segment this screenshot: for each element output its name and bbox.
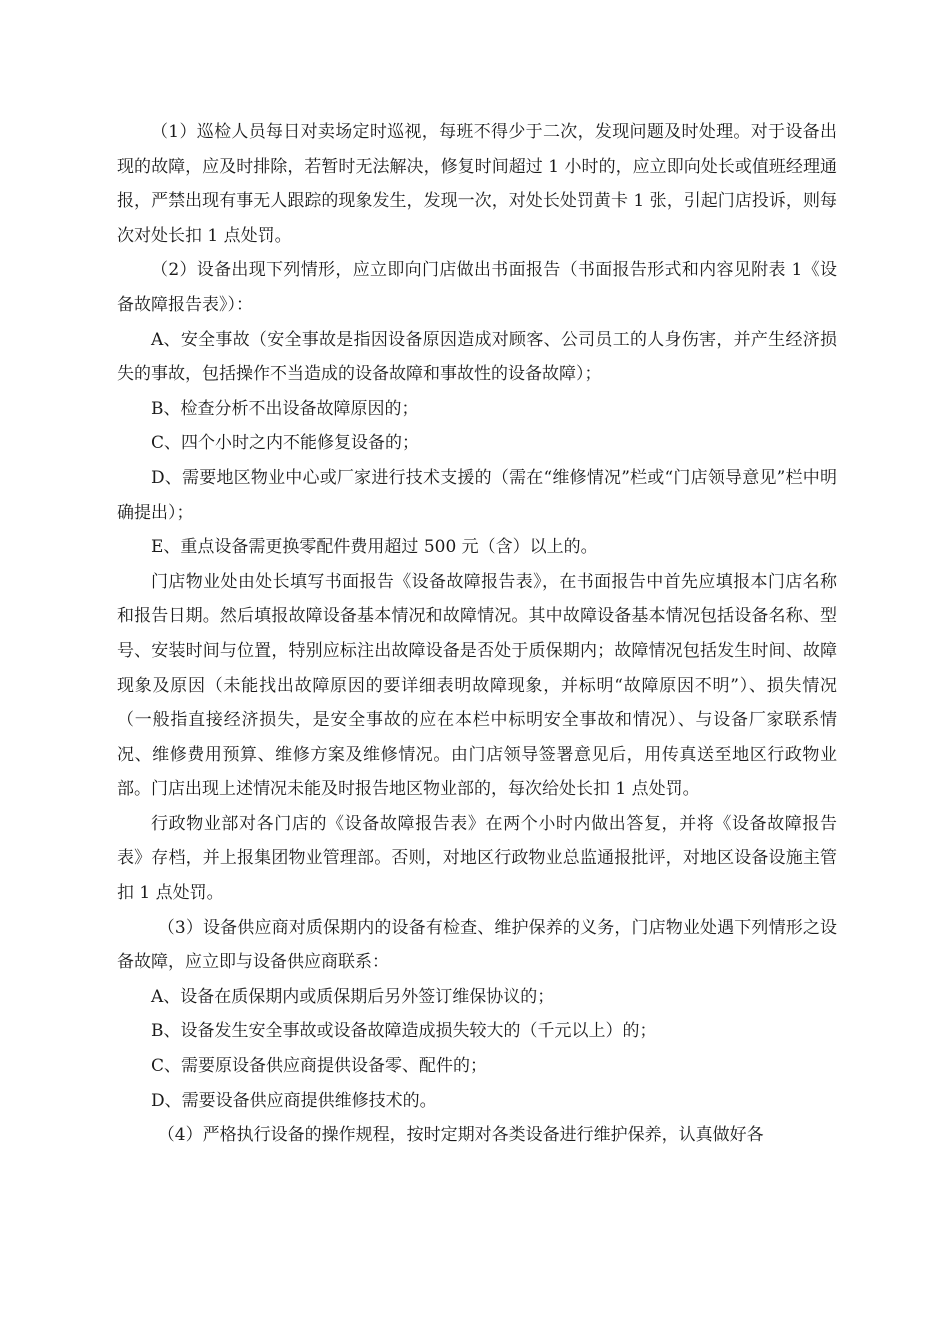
list-item-b-major-loss: B、设备发生安全事故或设备故障造成损失较大的（千元以上）的； <box>151 1021 657 1042</box>
list-item-a-safety-accident: A、安全事故（安全事故是指因设备原因造成对顾客、公司员工的人身伤害，并产生经济损失的事故，包括操作不当造成的设备故障和事故性的设备故障）； <box>117 329 837 385</box>
paragraph-inspection: （1）巡检人员每日对卖场定时巡视，每班不得少于二次，发现问题及时处理。对于设备出现的故障，应及时排除，若暂时无法解决，修复时间超过 1 小时的，应立即向处长或值班经理通报，严禁出现有事无人跟踪的现象发生，发现一次，对处长处罚黄卡 1 张，引起门店投诉，则每次对处长扣 1 点处罚。 <box>117 122 837 246</box>
paragraph-supplier-duty: （3）设备供应商对质保期内的设备有检查、维护保养的义务，门店物业处遇下列情形之设备故障，应立即与设备供应商联系： <box>117 917 837 973</box>
list-item-b-unknown-cause: B、检查分析不出设备故障原因的； <box>151 398 419 419</box>
list-item-c-four-hours: C、四个小时之内不能修复设备的； <box>151 433 420 454</box>
paragraph-admin-reply: 行政物业部对各门店的《设备故障报告表》在两个小时内做出答复，并将《设备故障报告表》存档，并上报集团物业管理部。否则，对地区行政物业总监通报批评，对地区设备设施主管扣 1 点处罚。 <box>117 813 837 904</box>
list-item-d-tech-support: D、需要地区物业中心或厂家进行技术支援的（需在“维修情况”栏或“门店领导意见”栏中明确提出）； <box>117 467 837 523</box>
paragraph-report-conditions: （2）设备出现下列情形，应立即向门店做出书面报告（书面报告形式和内容见附表 1《设备故障报告表》）： <box>117 260 837 315</box>
paragraph-report-form: 门店物业处由处长填写书面报告《设备故障报告表》，在书面报告中首先应填报本门店名称和报告日期。然后填报故障设备基本情况和故障情况。其中故障设备基本情况包括设备名称、型号、安装时间与位置，特别应标注出故障设备是否处于质保期内；故障情况包括发生时间、故障现象及原因（未能找出故障原因的要详细表明故障现象，并标明“故障原因不明”）、损失情况（一般指直接经济损失，是安全事故的应在本栏中标明安全事故和情况）、与设备厂家联系情况、维修费用预算、维修方案及维修情况。由门店领导签署意见后，用传真送至地区行政物业部。门店出现上述情况未能及时报告地区物业部的，每次给处长扣 1 点处罚。 <box>117 571 837 800</box>
list-item-e-parts-cost: E、重点设备需更换零配件费用超过 500 元（含）以上的。 <box>151 537 598 558</box>
paragraph-operating-rules: （4）严格执行设备的操作规程，按时定期对各类设备进行维护保养，认真做好各 <box>157 1125 764 1146</box>
list-item-c-spare-parts: C、需要原设备供应商提供设备零、配件的； <box>151 1056 488 1077</box>
list-item-d-repair-tech: D、需要设备供应商提供维修技术的。 <box>151 1090 437 1111</box>
document-body <box>117 115 837 1153</box>
list-item-a-warranty: A、设备在质保期内或质保期后另外签订维保协议的； <box>151 986 555 1007</box>
